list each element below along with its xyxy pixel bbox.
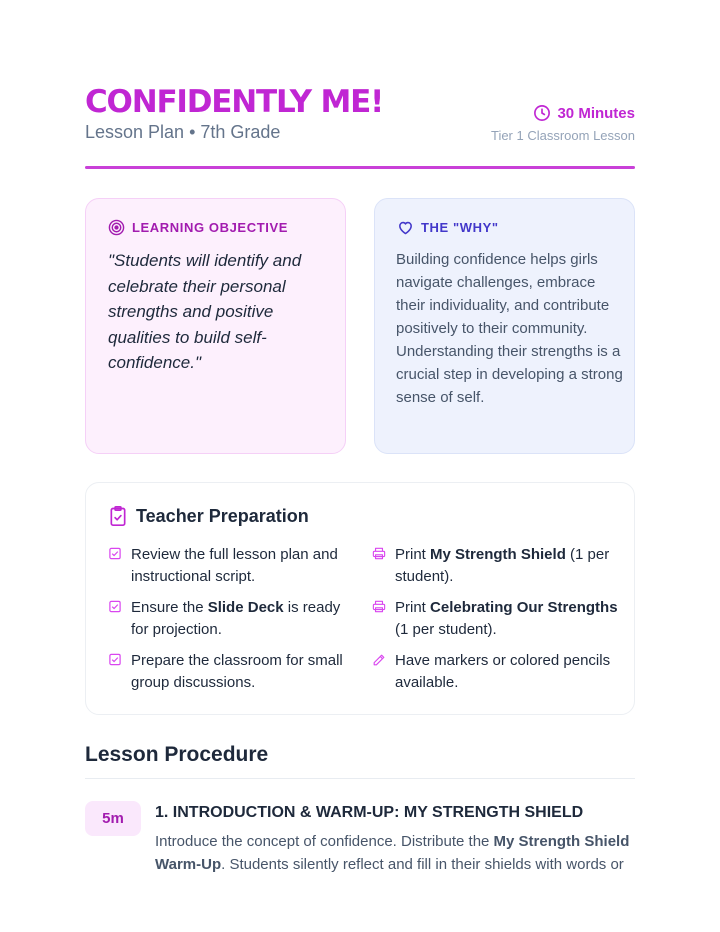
objective-heading-label: LEARNING OBJECTIVE — [132, 220, 288, 235]
step-text: Introduce the concept of confidence. Distribute the My Strength Shield Warm-Up. Students silently reflect and fill in their shields with words or — [155, 833, 630, 873]
procedure-heading: Lesson Procedure — [85, 743, 269, 766]
clock-icon — [533, 104, 551, 122]
heart-icon — [397, 219, 414, 236]
checkbox-icon — [108, 600, 122, 613]
prep-heading-label: Teacher Preparation — [136, 505, 309, 526]
objective-text: "Students will identify and celebrate their personal strengths and positive qualities to build self-confidence." — [108, 251, 302, 373]
target-icon — [108, 219, 125, 236]
procedure-divider — [85, 778, 635, 779]
prep-item-text: Ensure the Slide Deck is ready for projection. — [131, 599, 341, 638]
duration-label: 30 Minutes — [557, 104, 635, 122]
teacher-preparation-card — [85, 482, 635, 715]
prep-item-text: Print My Strength Shield (1 per student). — [395, 546, 610, 585]
prep-item — [108, 650, 350, 693]
why-heading-label: THE "WHY" — [421, 220, 499, 235]
learning-objective-card — [85, 198, 346, 454]
pencil-icon — [372, 653, 386, 667]
printer-icon — [372, 547, 386, 560]
checkbox-icon — [108, 653, 122, 666]
prep-item-text: Review the full lesson plan and instructional script. — [131, 546, 338, 585]
prep-item — [372, 597, 622, 640]
header-divider — [85, 166, 635, 169]
prep-item — [372, 544, 617, 587]
page-header — [85, 84, 635, 170]
prep-item — [108, 597, 348, 640]
duration — [533, 104, 635, 122]
objective-heading — [108, 219, 288, 236]
clipboard-check-icon — [108, 505, 128, 527]
checkbox-icon — [108, 547, 122, 560]
prep-item-text: Print Celebrating Our Strengths (1 per student). — [395, 599, 618, 638]
why-card — [374, 198, 635, 454]
prep-item — [108, 544, 346, 587]
tier-label: Tier 1 Classroom Lesson — [490, 128, 635, 143]
prep-item-text: Prepare the classroom for small group discussions. — [131, 652, 343, 691]
prep-item — [372, 650, 617, 693]
page-subtitle: Lesson Plan • 7th Grade — [85, 122, 281, 142]
prep-heading — [108, 505, 309, 527]
printer-icon — [372, 600, 386, 613]
prep-item-text: Have markers or colored pencils available. — [395, 652, 611, 691]
time-badge: 5m — [85, 801, 141, 836]
why-heading — [397, 219, 499, 236]
page-title: CONFIDENTLY ME! — [85, 84, 384, 120]
step-title: 1. INTRODUCTION & WARM-UP: MY STRENGTH SHIELD — [155, 804, 584, 821]
why-text: Building confidence helps girls navigate challenges, embrace their individuality, and contribute positively to their community. Understanding their strengths is a crucial step in developing a strong sense of self. — [396, 251, 623, 406]
